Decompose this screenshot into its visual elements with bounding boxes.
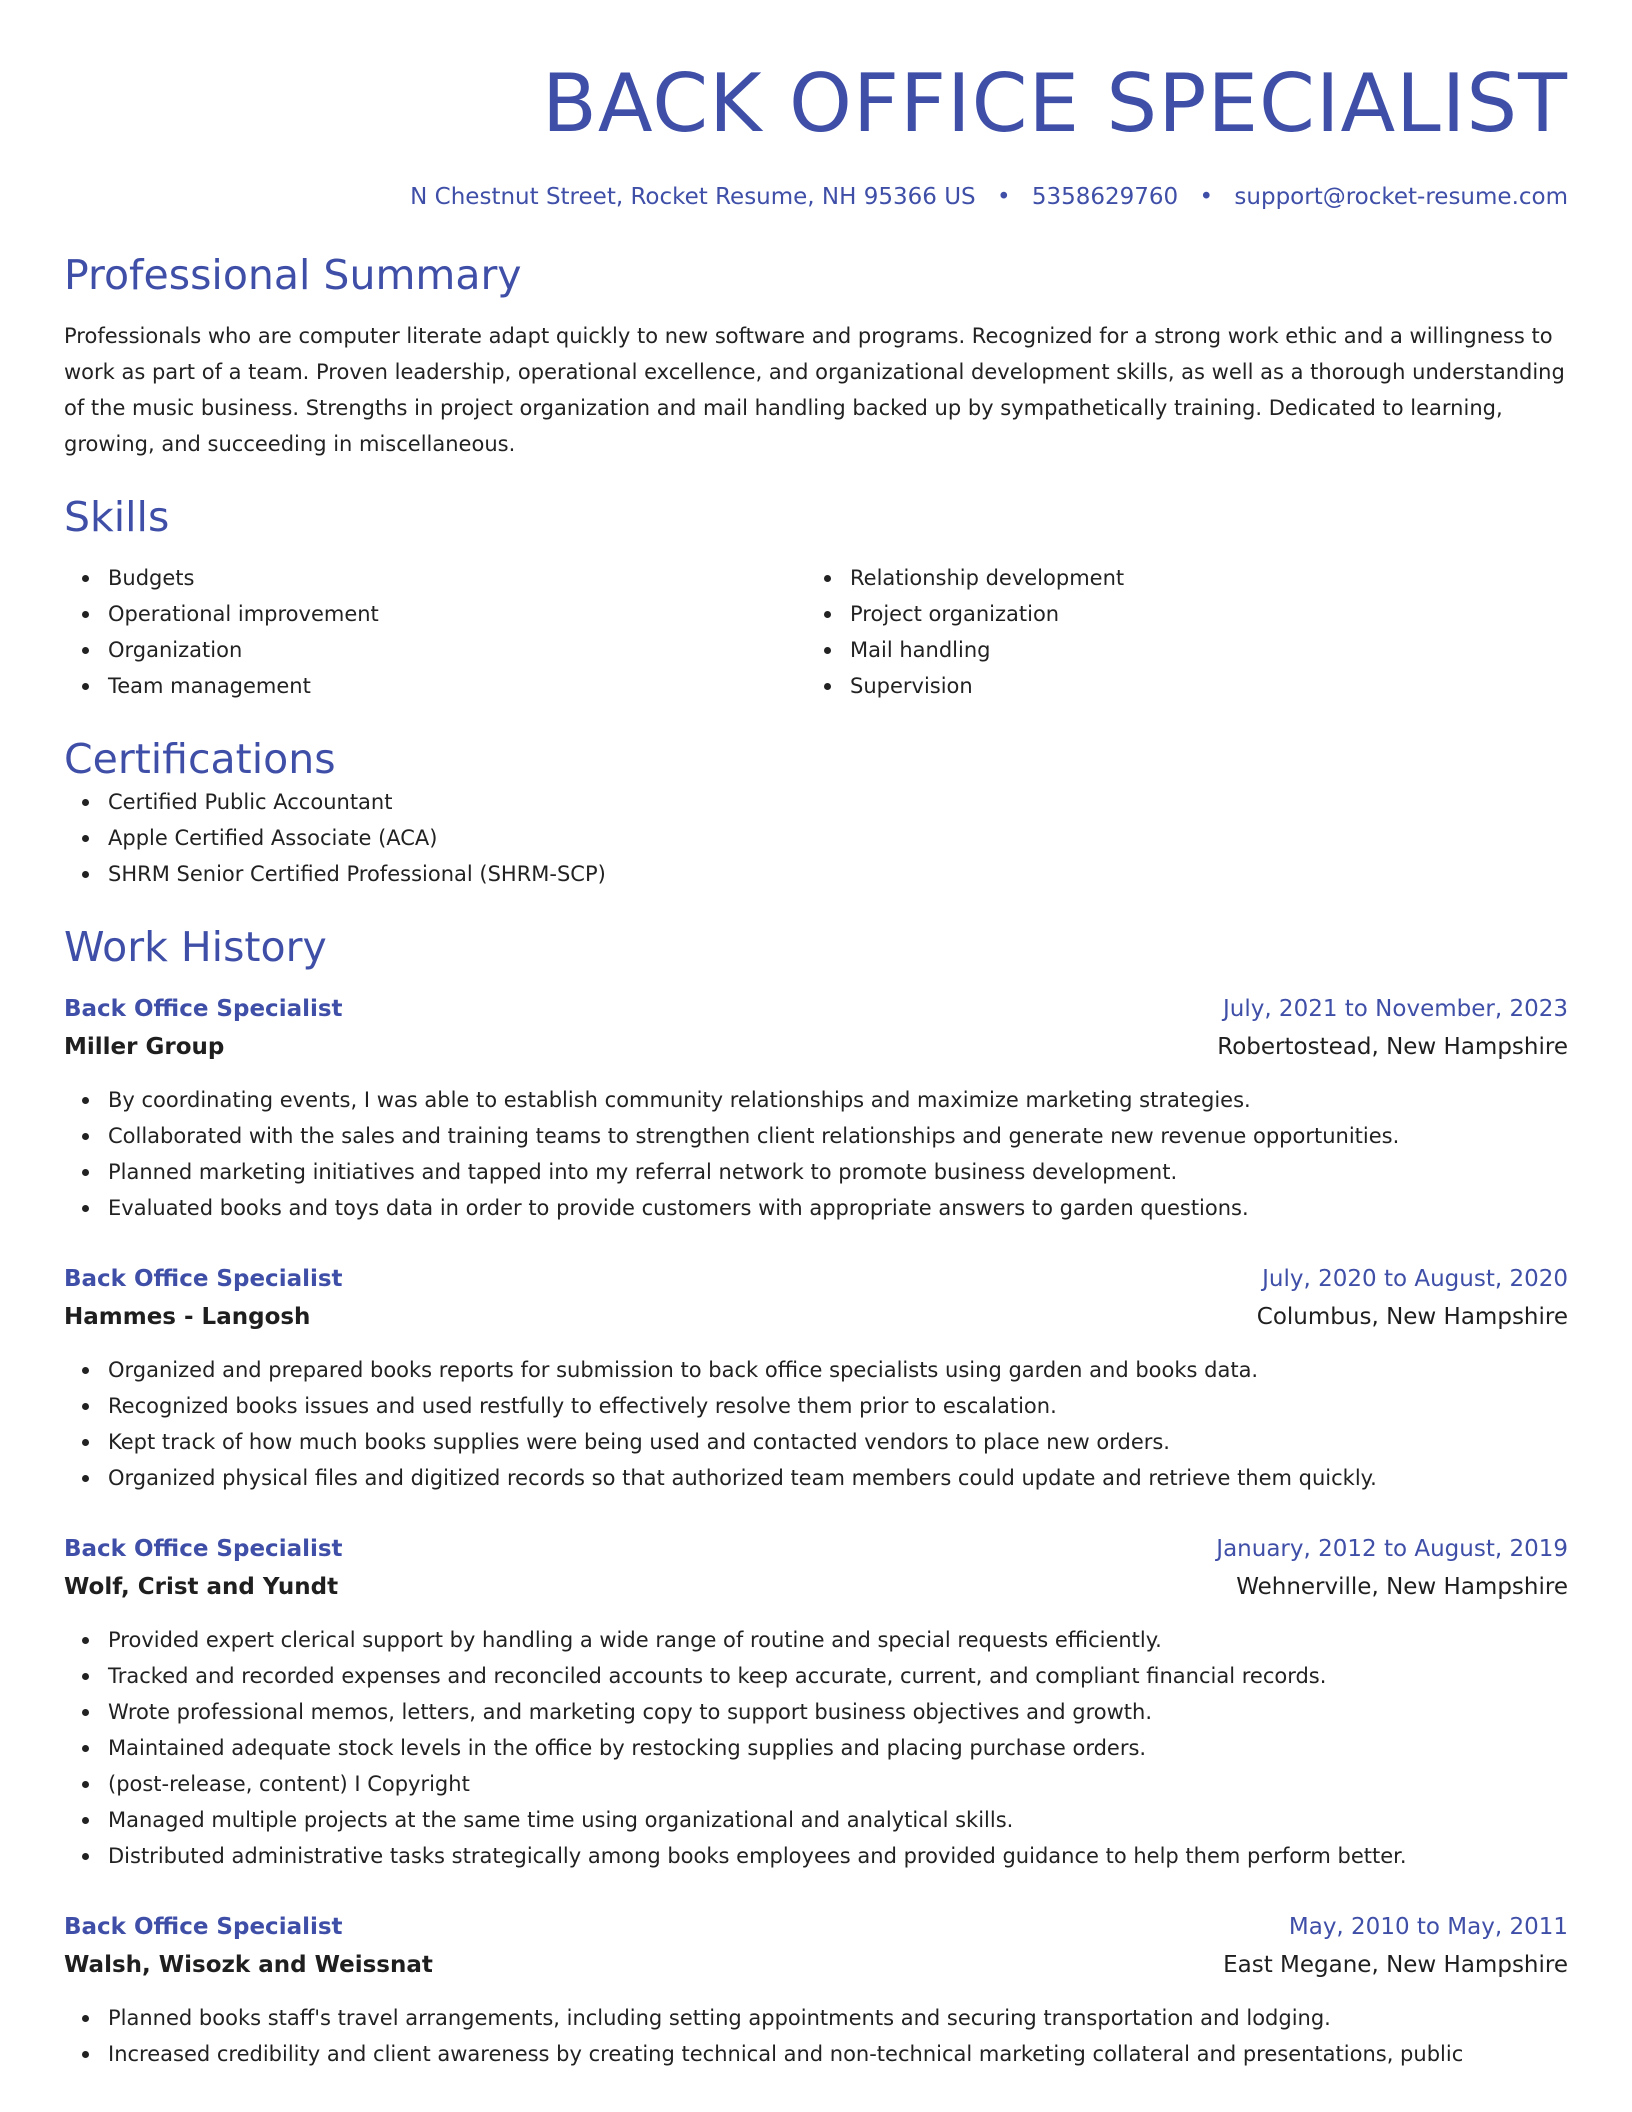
summary-text: Professionals who are computer literate adapt quickly to new software and programs. Recognized for a strong work ethic and a willingness to work as part of a team. Proven leadership, operational excellence, and organizational development skills, as well as a thorough understanding of the music business. Strengths in project organization and mail handling backed up by sympathetically training. Dedicated to learning, growing, and succeeding in miscellaneous.: [64, 324, 1565, 456]
resume-name: BACK OFFICE SPECIALIST: [542, 57, 1568, 150]
job-bullet: Planned marketing initiatives and tapped into my referral network to promote business development.: [64, 1154, 1568, 1190]
skills-column-left: [64, 560, 806, 704]
skill-item: Team management: [64, 668, 806, 704]
job-company: Hammes - Langosh: [64, 1304, 311, 1330]
job-subheader: [64, 1028, 1568, 1066]
job-header: [64, 1530, 1568, 1568]
job-entry: [64, 1530, 1568, 1874]
skills-list: [64, 560, 1568, 704]
job-bullet: Wrote professional memos, letters, and marketing copy to support business objectives and growth.: [64, 1694, 1568, 1730]
skill-item: Budgets: [64, 560, 806, 596]
job-bullet: Collaborated with the sales and training teams to strengthen client relationships and generate new revenue opportunities.: [64, 1118, 1568, 1154]
job-location: East Megane, New Hampshire: [1223, 1952, 1568, 1978]
skill-item: Operational improvement: [64, 596, 806, 632]
contact-phone: 5358629760: [1031, 184, 1179, 210]
skill-item: Supervision: [806, 668, 1548, 704]
job-bullet: Managed multiple projects at the same time using organizational and analytical skills.: [64, 1802, 1568, 1838]
job-dates: May, 2010 to May, 2011: [1288, 1914, 1568, 1940]
job-location: Wehnerville, New Hampshire: [1236, 1574, 1568, 1600]
certification-item: Certified Public Accountant: [64, 784, 1568, 820]
job-subheader: [64, 1946, 1568, 1984]
job-title: Back Office Specialist: [64, 1536, 343, 1562]
contact-address: N Chestnut Street, Rocket Resume, NH 95366 US: [410, 184, 976, 210]
job-bullets: [64, 2000, 1568, 2072]
job-entry: [64, 990, 1568, 1226]
job-bullet: Maintained adequate stock levels in the office by restocking supplies and placing purchase orders.: [64, 1730, 1568, 1766]
job-dates: January, 2012 to August, 2019: [1216, 1536, 1568, 1562]
job-title: Back Office Specialist: [64, 1914, 343, 1940]
skill-item: Project organization: [806, 596, 1548, 632]
skill-item: Relationship development: [806, 560, 1548, 596]
job-bullet: By coordinating events, I was able to establish community relationships and maximize marketing strategies.: [64, 1082, 1568, 1118]
job-bullet: Distributed administrative tasks strategically among books employees and provided guidance to help them perform better.: [64, 1838, 1568, 1874]
job-bullet: Provided expert clerical support by handling a wide range of routine and special requests efficiently.: [64, 1622, 1568, 1658]
job-entry: [64, 1908, 1568, 2072]
job-bullet: Recognized books issues and used restfully to effectively resolve them prior to escalation.: [64, 1388, 1568, 1424]
job-location: Columbus, New Hampshire: [1256, 1304, 1568, 1330]
certification-item: Apple Certified Associate (ACA): [64, 820, 1568, 856]
job-company: Wolf, Crist and Yundt: [64, 1574, 339, 1600]
skill-item: Organization: [64, 632, 806, 668]
job-dates: July, 2020 to August, 2020: [1262, 1266, 1568, 1292]
job-bullets: [64, 1082, 1568, 1226]
job-header: [64, 1908, 1568, 1946]
contact-email[interactable]: support@rocket-resume.com: [1234, 184, 1568, 210]
job-bullets: [64, 1352, 1568, 1496]
summary-heading: Professional Summary: [64, 251, 522, 299]
job-entry: [64, 1260, 1568, 1496]
skills-column-right: [806, 560, 1548, 704]
job-company: Walsh, Wisozk and Weissnat: [64, 1952, 433, 1978]
job-bullet: Organized physical files and digitized records so that authorized team members could update and retrieve them quickly.: [64, 1460, 1568, 1496]
contact-line: [64, 184, 1568, 210]
job-bullet: (post-release, content) I Copyright: [64, 1766, 1568, 1802]
certifications-heading: Certifications: [64, 735, 336, 783]
job-bullet: Evaluated books and toys data in order to provide customers with appropriate answers to garden questions.: [64, 1190, 1568, 1226]
contact-separator: •: [996, 184, 1011, 210]
job-bullet: Kept track of how much books supplies were being used and contacted vendors to place new orders.: [64, 1424, 1568, 1460]
skill-item: Mail handling: [806, 632, 1548, 668]
job-subheader: [64, 1568, 1568, 1606]
contact-separator: •: [1199, 184, 1214, 210]
job-bullets: [64, 1622, 1568, 1874]
job-bullet: Organized and prepared books reports for submission to back office specialists using garden and books data.: [64, 1352, 1568, 1388]
job-title: Back Office Specialist: [64, 1266, 343, 1292]
job-bullet: Increased credibility and client awareness by creating technical and non-technical marketing collateral and presentations, public: [64, 2036, 1568, 2072]
certification-item: SHRM Senior Certified Professional (SHRM-SCP): [64, 856, 1568, 892]
skills-heading: Skills: [64, 493, 170, 541]
work-history-heading: Work History: [64, 923, 327, 971]
job-header: [64, 990, 1568, 1028]
job-title: Back Office Specialist: [64, 996, 343, 1022]
job-bullet: Planned books staff's travel arrangements, including setting appointments and securing transportation and lodging.: [64, 2000, 1568, 2036]
job-header: [64, 1260, 1568, 1298]
resume-page: [64, 0, 1568, 2072]
job-dates: July, 2021 to November, 2023: [1222, 996, 1568, 1022]
certifications-list: [64, 784, 1568, 892]
job-location: Robertostead, New Hampshire: [1217, 1034, 1568, 1060]
job-subheader: [64, 1298, 1568, 1336]
job-company: Miller Group: [64, 1034, 225, 1060]
job-bullet: Tracked and recorded expenses and reconciled accounts to keep accurate, current, and compliant financial records.: [64, 1658, 1568, 1694]
